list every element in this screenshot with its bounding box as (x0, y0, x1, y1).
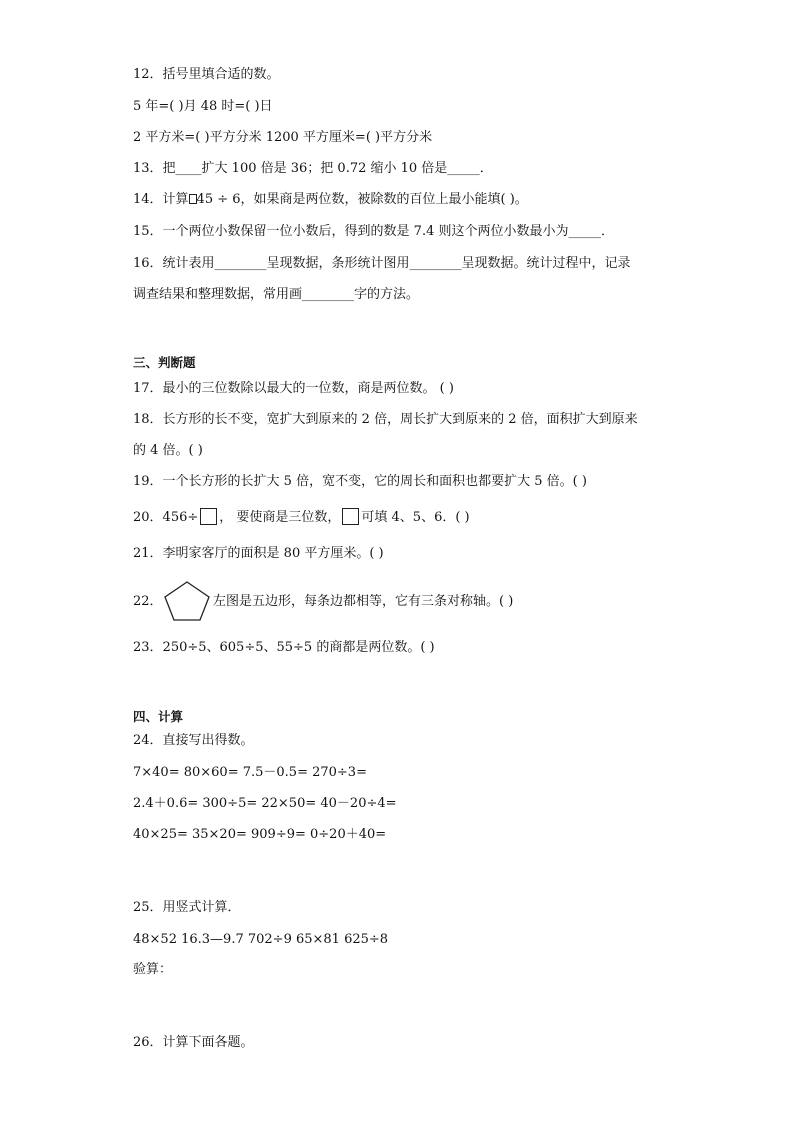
q26-text: 26．计算下面各题。 (133, 1035, 254, 1050)
q20-line (133, 508, 470, 527)
q20-part-a: 20．456÷ (133, 510, 199, 525)
q14-suffix: 45 ÷ 6，如果商是两位数，被除数的百位上最小能填( )。 (196, 192, 528, 207)
section-title-judgement: 三、判断题 (133, 355, 196, 370)
q23-text: 23．250÷5、605÷5、55÷5 的商都是两位数。( ) (133, 640, 435, 655)
q16-line1: 16．统计表用________呈现数据，条形统计图用________呈现数据。统计过程中，记录 (133, 256, 631, 271)
q25-row: 48×52 16.3—9.7 702÷9 65×81 625÷8 (133, 932, 389, 947)
q20-part-b: ， 要使商是三位数， (219, 510, 341, 525)
q15-text: 15．一个两位小数保留一位小数后，得到的数是 7.4 则这个两位小数最小为_____． (133, 224, 614, 239)
q13-text: 13．把____扩大 100 倍是 36；把 0.72 缩小 10 倍是_____． (133, 161, 493, 176)
q19-text: 19．一个长方形的长扩大 5 倍，宽不变，它的周长和面积也都要扩大 5 倍。( ) (133, 474, 587, 489)
q20-part-c: 可填 4、5、6．( ) (361, 510, 470, 525)
blank-box-icon (200, 508, 217, 525)
blank-box-icon (189, 194, 197, 204)
q17-text: 17．最小的三位数除以最大的一位数，商是两位数。 ( ) (133, 381, 454, 396)
q14-line (133, 191, 528, 209)
q18-line1: 18．长方形的长不变，宽扩大到原来的 2 倍，周长扩大到原来的 2 倍，面积扩大到原来 (133, 412, 638, 427)
q22-number: 22． (133, 594, 163, 609)
pentagon-icon (163, 580, 211, 622)
q24-text: 24．直接写出得数。 (133, 733, 254, 748)
q25-text: 25．用竖式计算． (133, 900, 241, 915)
q16-line2: 调查结果和整理数据，常用画________字的方法。 (133, 287, 420, 302)
q12-row2: 2 平方米=( )平方分米 1200 平方厘米=( )平方分米 (133, 130, 433, 145)
q21-text: 21．李明家客厅的面积是 80 平方厘米。( ) (133, 546, 384, 561)
q14-prefix: 14．计算 (133, 192, 189, 207)
q12-text: 12．括号里填合适的数。 (133, 67, 280, 82)
blank-box-icon (342, 508, 359, 525)
q12-row1: 5 年=( )月 48 时=( )日 (133, 99, 273, 114)
q18-line2: 的 4 倍。( ) (133, 443, 203, 458)
q24-row3: 40×25= 35×20= 909÷9= 0÷20＋40= (133, 827, 387, 842)
q24-row1: 7×40= 80×60= 7.5－0.5= 270÷3= (133, 765, 367, 780)
q24-row2: 2.4＋0.6= 300÷5= 22×50= 40－20÷4= (133, 796, 397, 811)
q25-check-label: 验算： (133, 962, 173, 977)
section-title-calculation: 四、计算 (133, 709, 184, 724)
q22-text: 左图是五边形，每条边都相等，它有三条对称轴。( ) (213, 594, 514, 609)
